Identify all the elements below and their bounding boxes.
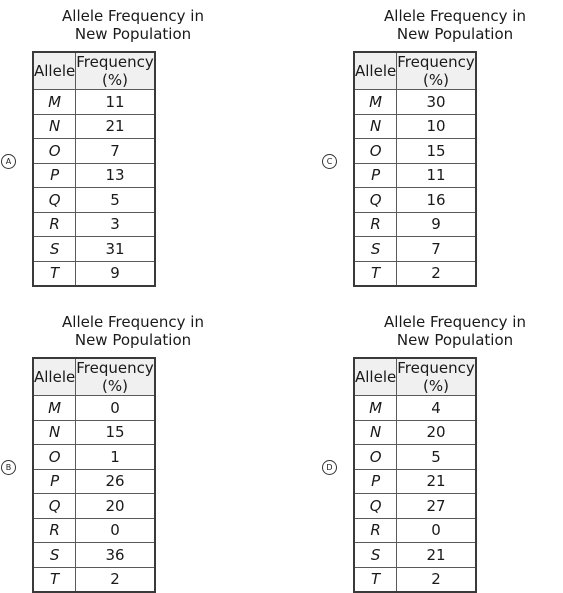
allele-cell: S [354,237,397,262]
caption-line-1: Allele Frequency in [62,7,204,25]
frequency-cell: 16 [397,188,476,213]
table-caption [23,313,243,349]
header-allele: Allele [33,52,76,90]
table-row [33,90,155,115]
table-row [354,188,476,213]
frequency-cell: 9 [76,261,155,286]
allele-cell: M [354,396,397,421]
caption-line-1: Allele Frequency in [384,313,526,331]
allele-cell: R [354,518,397,543]
allele-cell: P [33,469,76,494]
caption-line-1: Allele Frequency in [384,7,526,25]
allele-cell: Q [33,188,76,213]
allele-frequency-table [353,357,477,593]
allele-cell: S [33,543,76,568]
table-row [354,469,476,494]
allele-cell: O [354,139,397,164]
frequency-cell: 13 [76,163,155,188]
allele-cell: R [354,212,397,237]
header-frequency: Frequency (%) [76,53,154,89]
frequency-cell: 21 [76,114,155,139]
table-row [354,90,476,115]
allele-frequency-table [353,51,477,287]
header-allele: Allele [354,52,397,90]
table-row [33,163,155,188]
header-allele: Allele [354,358,397,396]
table-caption [345,313,563,349]
frequency-cell: 7 [76,139,155,164]
caption-line-2: New Population [396,331,514,349]
table-row [354,396,476,421]
frequency-cell: 3 [76,212,155,237]
table-row [33,469,155,494]
frequency-cell: 10 [397,114,476,139]
table-row [354,518,476,543]
caption-line-1: Allele Frequency in [62,313,204,331]
allele-cell: P [33,163,76,188]
allele-cell: N [354,420,397,445]
allele-cell: S [33,237,76,262]
header-frequency: Frequency (%) [76,359,154,395]
header-allele: Allele [33,358,76,396]
frequency-cell: 9 [397,212,476,237]
frequency-cell: 15 [76,420,155,445]
table-row [33,114,155,139]
frequency-cell: 2 [76,567,155,592]
caption-line-2: New Population [74,331,192,349]
frequency-cell: 20 [76,494,155,519]
choice-d-radio[interactable]: D [322,460,337,475]
frequency-cell: 27 [397,494,476,519]
table-row [354,212,476,237]
frequency-cell: 5 [76,188,155,213]
allele-cell: R [33,212,76,237]
frequency-cell: 11 [76,90,155,115]
frequency-cell: 31 [76,237,155,262]
allele-cell: N [354,114,397,139]
frequency-cell: 7 [397,237,476,262]
table-row [354,494,476,519]
table-row [33,396,155,421]
frequency-cell: 5 [397,445,476,470]
table-row [354,567,476,592]
table-caption [345,7,563,43]
frequency-cell: 30 [397,90,476,115]
table-row [354,420,476,445]
table-row [33,494,155,519]
allele-cell: Q [354,494,397,519]
allele-cell: S [354,543,397,568]
frequency-cell: 11 [397,163,476,188]
allele-frequency-table [32,357,156,593]
allele-cell: O [33,139,76,164]
table-row [354,163,476,188]
table-row [33,212,155,237]
table-row [33,139,155,164]
allele-cell: T [33,567,76,592]
allele-cell: M [33,396,76,421]
allele-cell: O [354,445,397,470]
frequency-cell: 26 [76,469,155,494]
allele-cell: R [33,518,76,543]
frequency-cell: 1 [76,445,155,470]
caption-line-2: New Population [396,25,514,43]
choice-c-radio[interactable]: C [322,154,337,169]
choice-b-radio[interactable]: B [1,460,16,475]
frequency-cell: 20 [397,420,476,445]
allele-cell: T [354,261,397,286]
frequency-cell: 2 [397,261,476,286]
table-row [354,237,476,262]
table-row [33,188,155,213]
caption-line-2: New Population [74,25,192,43]
header-frequency: Frequency (%) [397,359,475,395]
table-caption [23,7,243,43]
table-row [33,261,155,286]
allele-cell: M [354,90,397,115]
table-row [354,543,476,568]
frequency-cell: 4 [397,396,476,421]
allele-cell: N [33,420,76,445]
allele-cell: P [354,163,397,188]
allele-cell: M [33,90,76,115]
frequency-cell: 0 [76,396,155,421]
table-row [354,139,476,164]
allele-cell: Q [33,494,76,519]
allele-cell: N [33,114,76,139]
table-row [354,114,476,139]
header-frequency: Frequency (%) [397,53,475,89]
table-row [33,420,155,445]
table-row [33,543,155,568]
choice-a-radio[interactable]: A [1,154,16,169]
allele-cell: T [33,261,76,286]
frequency-cell: 2 [397,567,476,592]
frequency-cell: 36 [76,543,155,568]
table-row [33,237,155,262]
table-row [33,567,155,592]
frequency-cell: 21 [397,469,476,494]
allele-frequency-table [32,51,156,287]
table-row [354,445,476,470]
frequency-cell: 15 [397,139,476,164]
allele-cell: Q [354,188,397,213]
allele-cell: P [354,469,397,494]
table-row [354,261,476,286]
frequency-cell: 0 [76,518,155,543]
frequency-cell: 0 [397,518,476,543]
table-row [33,518,155,543]
allele-cell: T [354,567,397,592]
allele-cell: O [33,445,76,470]
table-row [33,445,155,470]
frequency-cell: 21 [397,543,476,568]
